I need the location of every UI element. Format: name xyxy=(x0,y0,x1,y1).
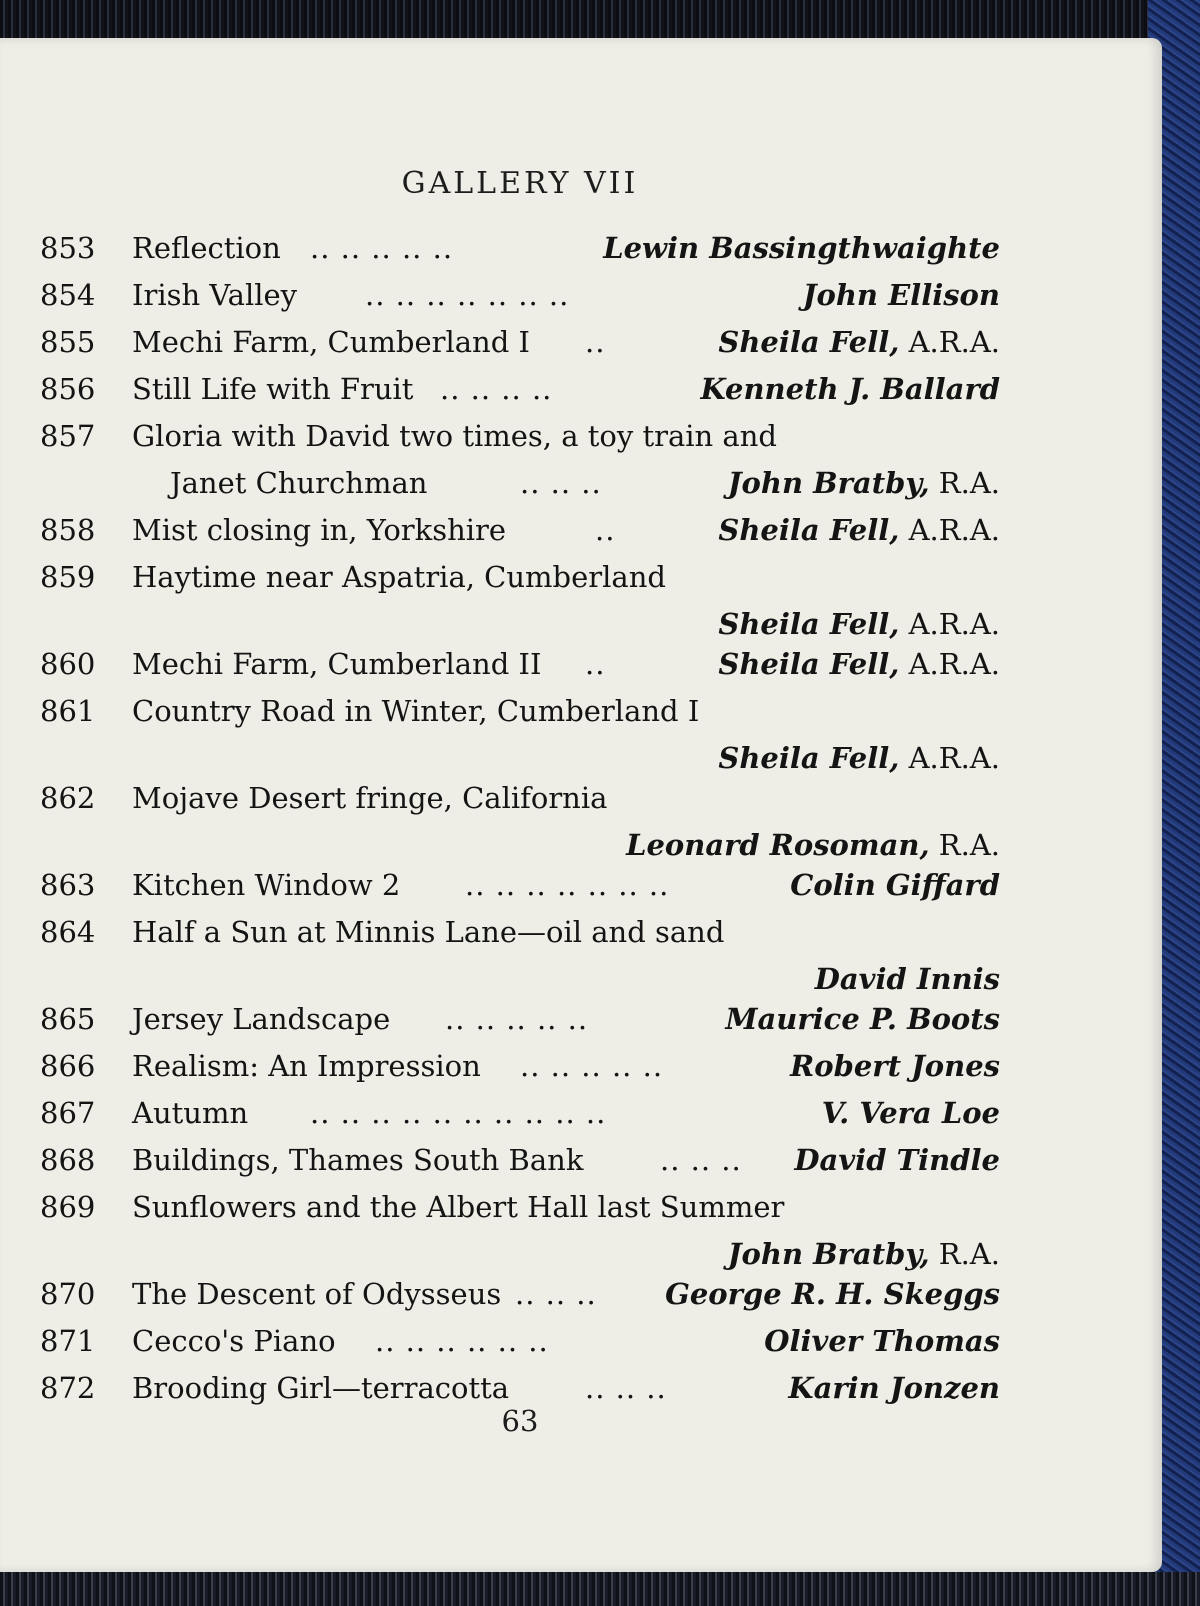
entry-title: Mist closing in, Yorkshire xyxy=(132,513,507,547)
artist-honours: R.A. xyxy=(938,1237,1000,1271)
catalogue-entry xyxy=(40,1049,1000,1096)
artist-name: Sheila Fell, xyxy=(718,741,900,775)
catalogue-entry xyxy=(40,647,1000,694)
artist-name: David Tindle xyxy=(794,1143,1000,1177)
entry-title: Sunflowers and the Albert Hall last Summer xyxy=(132,1190,785,1224)
artist-name: V. Vera Loe xyxy=(821,1096,1000,1130)
catalogue-entry xyxy=(40,372,1000,419)
artist-honours: A.R.A. xyxy=(908,741,1000,775)
artist-name: Leonard Rosoman, xyxy=(626,828,930,862)
artist-name: John Ellison xyxy=(802,278,1000,312)
artist-credit xyxy=(794,1143,1000,1177)
artist-name: George R. H. Skeggs xyxy=(665,1277,1000,1311)
catalogue-entry-artist-line xyxy=(40,741,1000,781)
artist-name: Sheila Fell, xyxy=(718,607,900,641)
artist-honours: A.R.A. xyxy=(908,647,1000,681)
leader-dots: .. .. .. xyxy=(520,466,602,500)
artist-credit xyxy=(718,607,1000,641)
entry-number: 872 xyxy=(40,1371,96,1405)
entry-number: 867 xyxy=(40,1096,96,1130)
entry-number: 869 xyxy=(40,1190,96,1224)
artist-honours: A.R.A. xyxy=(908,607,1000,641)
artist-credit xyxy=(815,962,1000,996)
entry-title-continuation: Janet Churchman xyxy=(170,466,428,500)
artist-credit xyxy=(718,325,1000,359)
leader-dots: .. .. .. .. .. xyxy=(310,231,454,265)
page-number: 63 xyxy=(501,1404,539,1438)
catalogue-entry xyxy=(40,513,1000,560)
catalogue-entry xyxy=(40,1324,1000,1371)
catalogue-entry xyxy=(40,419,1000,466)
catalogue-entry xyxy=(40,1277,1000,1324)
gallery-heading: GALLERY VII xyxy=(401,166,639,201)
artist-credit xyxy=(788,1371,1000,1405)
leader-dots: .. xyxy=(585,325,606,359)
catalogue-entry xyxy=(40,325,1000,372)
artist-credit xyxy=(626,828,1000,862)
entry-number: 864 xyxy=(40,915,96,949)
entry-title: Autumn xyxy=(132,1096,249,1130)
artist-credit xyxy=(665,1277,1000,1311)
entry-title: Still Life with Fruit xyxy=(132,372,414,406)
leader-dots: .. xyxy=(595,513,616,547)
artist-honours: R.A. xyxy=(938,466,1000,500)
leader-dots: .. .. .. .. .. xyxy=(445,1002,589,1036)
artist-credit xyxy=(718,741,1000,775)
artist-name: Sheila Fell, xyxy=(718,647,900,681)
artist-credit xyxy=(718,647,1000,681)
artist-honours: R.A. xyxy=(938,828,1000,862)
entry-number: 868 xyxy=(40,1143,96,1177)
leader-dots: .. .. .. .. .. .. .. .. .. .. xyxy=(310,1096,607,1130)
catalogue-entry xyxy=(40,781,1000,828)
artist-honours: A.R.A. xyxy=(908,513,1000,547)
artist-name: Kenneth J. Ballard xyxy=(700,372,1000,406)
entry-title: Mechi Farm, Cumberland I xyxy=(132,325,530,359)
entry-number: 854 xyxy=(40,278,96,312)
artist-credit xyxy=(728,466,1000,500)
catalogue-entry xyxy=(40,560,1000,607)
catalogue-entry xyxy=(40,1143,1000,1190)
catalogue-entry-continuation xyxy=(40,466,1000,513)
entry-title: Haytime near Aspatria, Cumberland xyxy=(132,560,666,594)
entry-title: Brooding Girl—terracotta xyxy=(132,1371,510,1405)
artist-credit xyxy=(718,513,1000,547)
entry-title: The Descent of Odysseus xyxy=(132,1277,502,1311)
artist-name: Maurice P. Boots xyxy=(725,1002,1000,1036)
entry-number: 870 xyxy=(40,1277,96,1311)
entry-number: 853 xyxy=(40,231,96,265)
leader-dots: .. .. .. xyxy=(585,1371,667,1405)
entry-title: Mechi Farm, Cumberland II xyxy=(132,647,542,681)
leader-dots: .. .. .. .. .. .. xyxy=(375,1324,549,1358)
leader-dots: .. .. .. .. .. .. .. xyxy=(365,278,570,312)
entry-number: 865 xyxy=(40,1002,96,1036)
entry-number: 856 xyxy=(40,372,96,406)
entry-number: 860 xyxy=(40,647,96,681)
catalogue-entry-artist-line xyxy=(40,962,1000,1002)
entry-number: 858 xyxy=(40,513,96,547)
artist-name: Sheila Fell, xyxy=(718,325,900,359)
catalogue-entry xyxy=(40,278,1000,325)
artist-name: John Bratby, xyxy=(727,1237,930,1271)
entry-number: 871 xyxy=(40,1324,96,1358)
artist-name: Oliver Thomas xyxy=(764,1324,1000,1358)
entry-list xyxy=(40,231,1000,1418)
entry-number: 855 xyxy=(40,325,96,359)
leader-dots: .. .. .. .. .. xyxy=(520,1049,664,1083)
artist-name: John Bratby, xyxy=(727,466,930,500)
book-binding-bottom xyxy=(0,1572,1200,1606)
artist-credit xyxy=(790,868,1000,902)
entry-number: 861 xyxy=(40,694,96,728)
book-binding-top xyxy=(0,0,1200,40)
entry-number: 857 xyxy=(40,419,96,453)
artist-credit xyxy=(725,1002,1000,1036)
artist-credit xyxy=(603,231,1000,265)
catalogue-entry xyxy=(40,1190,1000,1237)
catalogue-entry xyxy=(40,915,1000,962)
artist-name: Colin Giffard xyxy=(790,868,1000,902)
entry-number: 862 xyxy=(40,781,96,815)
entry-title: Cecco's Piano xyxy=(132,1324,336,1358)
artist-honours: A.R.A. xyxy=(908,325,1000,359)
entry-title: Gloria with David two times, a toy train and xyxy=(132,419,777,453)
catalogue-page xyxy=(0,38,1162,1572)
leader-dots: .. .. .. .. .. .. .. xyxy=(465,868,670,902)
catalogue-entry xyxy=(40,1002,1000,1049)
catalogue-entry xyxy=(40,1096,1000,1143)
artist-credit xyxy=(790,1049,1000,1083)
leader-dots: .. .. .. .. xyxy=(440,372,553,406)
artist-name: David Innis xyxy=(814,962,1000,996)
artist-name: Lewin Bassingthwaighte xyxy=(603,231,1000,265)
entry-number: 866 xyxy=(40,1049,96,1083)
artist-name: Robert Jones xyxy=(790,1049,1000,1083)
entry-number: 859 xyxy=(40,560,96,594)
entry-title: Country Road in Winter, Cumberland I xyxy=(132,694,700,728)
entry-title: Half a Sun at Minnis Lane—oil and sand xyxy=(132,915,725,949)
catalogue-entry xyxy=(40,868,1000,915)
artist-credit xyxy=(700,372,1000,406)
entry-title: Buildings, Thames South Bank xyxy=(132,1143,584,1177)
artist-credit xyxy=(822,1096,1000,1130)
catalogue-entry-artist-line xyxy=(40,1237,1000,1277)
leader-dots: .. .. .. xyxy=(515,1277,597,1311)
artist-credit xyxy=(728,1237,1000,1271)
artist-name: Karin Jonzen xyxy=(788,1371,1000,1405)
entry-title: Mojave Desert fringe, California xyxy=(132,781,608,815)
leader-dots: .. .. .. xyxy=(660,1143,742,1177)
artist-credit xyxy=(764,1324,1000,1358)
catalogue-entry-artist-line xyxy=(40,607,1000,647)
catalogue-entry-artist-line xyxy=(40,828,1000,868)
artist-credit xyxy=(803,278,1000,312)
entry-title: Irish Valley xyxy=(132,278,298,312)
entry-title: Jersey Landscape xyxy=(132,1002,391,1036)
catalogue-entry xyxy=(40,231,1000,278)
entry-title: Kitchen Window 2 xyxy=(132,868,401,902)
entry-title: Realism: An Impression xyxy=(132,1049,481,1083)
entry-title: Reflection xyxy=(132,231,281,265)
leader-dots: .. xyxy=(585,647,606,681)
artist-name: Sheila Fell, xyxy=(718,513,900,547)
entry-number: 863 xyxy=(40,868,96,902)
catalogue-entry xyxy=(40,694,1000,741)
